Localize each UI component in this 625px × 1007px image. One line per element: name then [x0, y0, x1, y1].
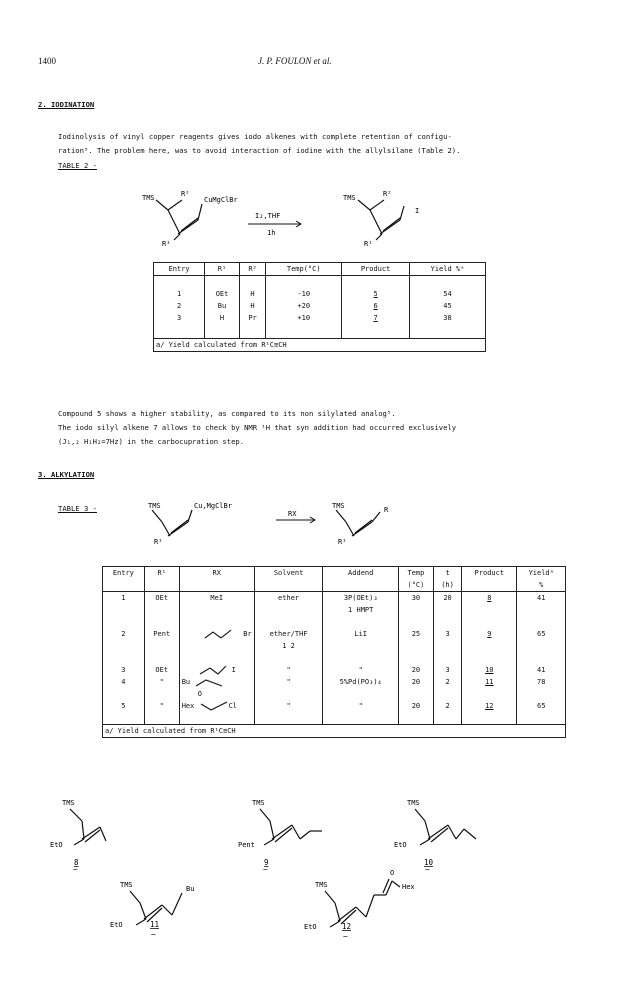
- table-row: [103, 604, 566, 616]
- table-cell: [342, 300, 410, 312]
- section-heading-alkylation: 3. ALKYLATION: [38, 470, 95, 479]
- spacer-row: [154, 324, 486, 339]
- s8-tilde: ~: [73, 865, 78, 874]
- table-cell: -10: [266, 288, 342, 300]
- compound-number: 6: [373, 302, 378, 310]
- table-footnote: a/ Yield calculated from R¹C≡CH: [154, 339, 486, 352]
- acyl-chloride-structure: [199, 700, 229, 712]
- reactant-r1: R¹: [154, 538, 163, 546]
- header-cell: t: [433, 567, 461, 580]
- table-cell: [179, 676, 254, 688]
- table-cell: 41: [517, 664, 566, 676]
- table-cell: [179, 700, 254, 712]
- table-cell: [462, 592, 517, 605]
- product-r2: R²: [383, 190, 392, 198]
- table-cell: O: [179, 688, 254, 700]
- table-2: [153, 262, 486, 352]
- table-cell: 2: [154, 300, 205, 312]
- table-cell: 2: [103, 628, 145, 640]
- reaction-scheme-3: [140, 496, 420, 546]
- header-cell: Solvent: [254, 567, 323, 580]
- table-cell: 1 2: [254, 640, 323, 652]
- unit-cell: [323, 579, 398, 592]
- table-cell: 5: [103, 700, 145, 712]
- table-cell: H: [239, 288, 265, 300]
- s12-o: O: [390, 869, 395, 877]
- table-cell: [179, 628, 254, 640]
- s11-right: Bu: [186, 885, 195, 893]
- table-cell: LiI: [323, 628, 398, 640]
- structure-9: [260, 809, 322, 845]
- paragraph-line: ration⁵. The problem here, was to avoid interaction of iodine with the allylsilane (Table 2).: [58, 146, 461, 155]
- header-cell: Product: [342, 263, 410, 276]
- compound-number: 10: [485, 666, 494, 674]
- table-row: [103, 664, 566, 676]
- reactant-r1: R¹: [162, 240, 171, 248]
- table-header-row: [154, 263, 486, 276]
- product-iodo: I: [415, 207, 420, 215]
- table-cell: 3: [103, 664, 145, 676]
- compound-number: 11: [485, 678, 494, 686]
- s10-tilde: ~: [425, 865, 430, 874]
- table-cell: ether/THF: [254, 628, 323, 640]
- compound-number: 12: [485, 702, 494, 710]
- rx-cl-label: Cl: [228, 702, 238, 710]
- s8-tms: TMS: [62, 799, 75, 807]
- spacer-row: [103, 712, 566, 725]
- unit-cell: [254, 579, 323, 592]
- s9-tilde: ~: [263, 865, 268, 874]
- butenyl-bromide-structure: [203, 628, 243, 640]
- rx-iodide-label: I: [231, 666, 236, 674]
- table-cell: [342, 288, 410, 300]
- table-3: [102, 566, 566, 738]
- table-cell: 20: [398, 700, 433, 712]
- header-cell: R¹: [205, 263, 240, 276]
- table-cell: [462, 628, 517, 640]
- header-cell: Temp: [398, 567, 433, 580]
- s11-tilde: ~: [151, 930, 156, 939]
- table-cell: Pr: [239, 312, 265, 324]
- table-cell: 3: [433, 628, 461, 640]
- spacer-row: [103, 652, 566, 664]
- reactant-cu: Cu,MgClBr: [194, 502, 232, 510]
- discussion-line: (J₁,₂ H₁H₂=7Hz) in the carbocupration step.: [58, 437, 245, 446]
- product-structures: [40, 795, 600, 955]
- table-footnote-row: [103, 725, 566, 738]
- table-row: [103, 592, 566, 605]
- table-cell: OEt: [144, 592, 179, 605]
- table-cell: [179, 664, 254, 676]
- table-cell: 2: [433, 700, 461, 712]
- header-cell: Entry: [103, 567, 145, 580]
- table-row: [154, 300, 486, 312]
- s12-right: Hex: [402, 883, 415, 891]
- product-r1: R¹: [364, 240, 373, 248]
- reactant-skeleton: [156, 200, 202, 240]
- table-cell: ": [144, 700, 179, 712]
- table-cell: [462, 664, 517, 676]
- unit-cell: [179, 579, 254, 592]
- table-cell: 54: [409, 288, 485, 300]
- reaction-scheme-2: [140, 180, 460, 250]
- table-cell: H: [239, 300, 265, 312]
- header-cell: Yieldᵃ: [517, 567, 566, 580]
- s9-sub: Pent: [238, 841, 255, 849]
- paragraph-line: Iodinolysis of vinyl copper reagents gives iodo alkenes with complete retention of configu-: [58, 132, 452, 141]
- s10-tms: TMS: [407, 799, 420, 807]
- table-row: [103, 688, 566, 700]
- table-cell: 20: [433, 592, 461, 605]
- product-tms: TMS: [332, 502, 345, 510]
- table-cell: ": [323, 700, 398, 712]
- table-cell: 1: [154, 288, 205, 300]
- table-row: [154, 312, 486, 324]
- table-cell: +10: [266, 312, 342, 324]
- table-cell: 4: [103, 676, 145, 688]
- unit-cell: [103, 579, 145, 592]
- table-cell: 45: [409, 300, 485, 312]
- header-cell: R¹: [144, 567, 179, 580]
- table-cell: 25: [398, 628, 433, 640]
- table-cell: ": [323, 664, 398, 676]
- table-cell: ": [254, 664, 323, 676]
- s11-tms: TMS: [120, 881, 133, 889]
- table-cell: 20: [398, 676, 433, 688]
- s11-sub: EtO: [110, 921, 123, 929]
- table-footnote: a/ Yield calculated from R¹C≡CH: [103, 725, 566, 738]
- butyl-alkene-structure: [194, 676, 224, 688]
- s10-sub: EtO: [394, 841, 407, 849]
- table-cell: OEt: [144, 664, 179, 676]
- arrow-label: RX: [288, 510, 297, 518]
- page-number: 1400: [38, 56, 56, 66]
- table-cell: [342, 312, 410, 324]
- product-tms: TMS: [343, 194, 356, 202]
- table-cell: 20: [398, 664, 433, 676]
- iodoalkene-structure: [198, 664, 232, 676]
- header-cell: Temp(°C): [266, 263, 342, 276]
- product-r: R: [384, 506, 389, 514]
- header-cell: Product: [462, 567, 517, 580]
- spacer-row: [154, 276, 486, 289]
- arrow-label-top: I₂,THF: [255, 212, 281, 220]
- product-r1: R¹: [338, 538, 347, 546]
- table-row: [103, 640, 566, 652]
- table-cell: +20: [266, 300, 342, 312]
- header-cell: RX: [179, 567, 254, 580]
- table-cell: 65: [517, 700, 566, 712]
- product-skeleton: [336, 510, 380, 536]
- unit-cell: [144, 579, 179, 592]
- table-cell: 1: [103, 592, 145, 605]
- table-cell: OEt: [205, 288, 240, 300]
- section-heading-iodination: 2. IODINATION: [38, 100, 95, 109]
- structure-10: [415, 809, 476, 845]
- table-cell: [462, 700, 517, 712]
- table-cell: 5%Pd(PO₃)₄: [323, 676, 398, 688]
- s12-tilde: ~: [343, 932, 348, 941]
- table-cell: 41: [517, 592, 566, 605]
- s8-sub: EtO: [50, 841, 63, 849]
- reactant-cu: CuMgClBr: [204, 196, 238, 204]
- rx-hex-label: Hex: [181, 702, 195, 710]
- reactant-r2: R²: [181, 190, 190, 198]
- table-cell: ": [144, 676, 179, 688]
- table-cell: 3P(OEt)₃: [323, 592, 398, 605]
- table-cell: Bu: [205, 300, 240, 312]
- header-cell: Addend: [323, 567, 398, 580]
- table-row: [103, 676, 566, 688]
- table-cell: 30: [398, 592, 433, 605]
- s8-number: 8: [74, 858, 79, 867]
- structure-12: [325, 879, 400, 927]
- table-cell: ether: [254, 592, 323, 605]
- s12-tms: TMS: [315, 881, 328, 889]
- compound-number: 7: [373, 314, 378, 322]
- unit-cell: (h): [433, 579, 461, 592]
- table-cell: 3: [154, 312, 205, 324]
- arrow-label-bottom: 1h: [267, 229, 276, 237]
- table-cell: 3: [433, 664, 461, 676]
- s12-number: 12: [342, 922, 352, 931]
- header-cell: Entry: [154, 263, 205, 276]
- unit-cell: [462, 579, 517, 592]
- table-row: [154, 288, 486, 300]
- discussion-line: The iodo silyl alkene 7 allows to check by NMR ¹H that syn addition had occurred exclusively: [58, 423, 457, 432]
- s9-number: 9: [264, 858, 269, 867]
- table-cell: 65: [517, 628, 566, 640]
- s9-tms: TMS: [252, 799, 265, 807]
- reactant-tms: TMS: [142, 194, 155, 202]
- s12-sub: EtO: [304, 923, 317, 931]
- compound-number: 5: [373, 290, 378, 298]
- header-cell: R²: [239, 263, 265, 276]
- table-footnote-row: [154, 339, 486, 352]
- table-cell: 1 HMPT: [323, 604, 398, 616]
- table-cell: ": [254, 676, 323, 688]
- unit-cell: %: [517, 579, 566, 592]
- rx-bromide-label: Br: [243, 630, 252, 638]
- table-label: TABLE 3 -: [58, 504, 97, 513]
- table-row: [103, 628, 566, 640]
- table-cell: [462, 676, 517, 688]
- running-title: J. P. FOULON et al.: [258, 56, 332, 66]
- unit-cell: (°C): [398, 579, 433, 592]
- rx-bu-label: Bu: [181, 678, 191, 686]
- table-label: TABLE 2 -: [58, 161, 97, 170]
- table-cell: 78: [517, 676, 566, 688]
- table-cell: 2: [433, 676, 461, 688]
- table-cell: 38: [409, 312, 485, 324]
- structure-8: [70, 809, 106, 845]
- table-cell: MeI: [179, 592, 254, 605]
- table-cell: ": [254, 700, 323, 712]
- spacer-row: [103, 616, 566, 628]
- table-units-row: [103, 579, 566, 592]
- discussion-line: Compound 5 shows a higher stability, as compared to its non silylated analog⁵.: [58, 409, 396, 418]
- s10-number: 10: [424, 858, 434, 867]
- table-row: [103, 700, 566, 712]
- compound-number: 8: [487, 594, 492, 602]
- product-skeleton: [358, 200, 404, 240]
- reactant-tms: TMS: [148, 502, 161, 510]
- compound-number: 9: [487, 630, 492, 638]
- table-cell: H: [205, 312, 240, 324]
- s11-number: 11: [150, 920, 160, 929]
- table-cell: Pent: [144, 628, 179, 640]
- header-cell: Yield %ᵃ: [409, 263, 485, 276]
- table-header-row: [103, 567, 566, 580]
- reactant-skeleton: [152, 510, 192, 536]
